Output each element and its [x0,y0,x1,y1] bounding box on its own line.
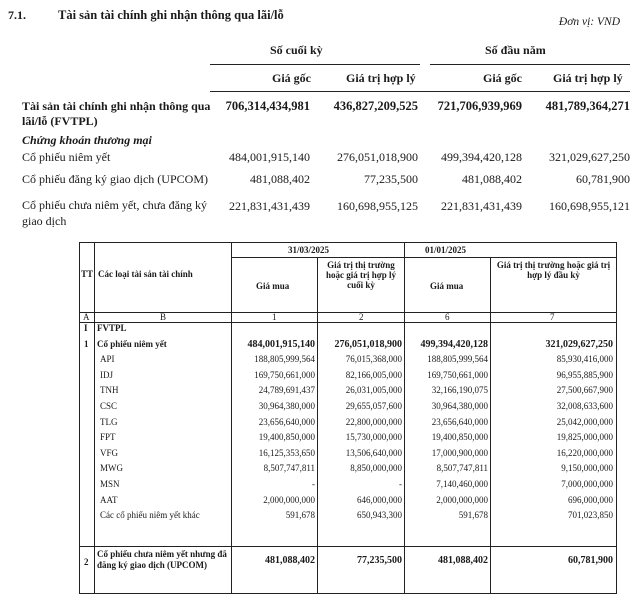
row-value-1: 481,088,402 [265,555,315,566]
row-value-1: 23,656,640,000 [258,416,315,427]
row-value-3: 2,000,000,000 [436,494,488,505]
header-asset-type: Các loại tài sản tài chính [98,269,193,279]
row-value-2: 13,506,640,000 [345,447,402,458]
row-value-1: 16,125,353,650 [258,447,315,458]
row-unlisted-label: Cổ phiếu chưa niêm yết, chưa đăng ký giao dịch [22,198,207,228]
row-value-3: 188,805,999,564 [427,354,488,365]
row-value-3: 591,678 [458,510,488,521]
row-value-2: 76,015,368,000 [345,354,402,365]
row-value-4: 7,000,000,000 [561,479,613,489]
row-name: IDJ [100,369,113,380]
date-start-header: 01/01/2025 [425,245,467,255]
row-upcom-v1: 481,088,402 [250,172,310,186]
row-value-1: 2,000,000,000 [263,494,315,505]
row-value-1: 169,750,661,000 [254,369,315,380]
section-title: Tài sản tài chính ghi nhận thông qua lãi/lỗ [58,8,284,22]
row-unlisted-v3: 221,831,431,439 [441,199,522,213]
row-name: Các cổ phiếu niêm yết khác [100,510,200,521]
header-market-start: Giá trị thị trường hoặc giá trị hợp lý đầu kỳ [496,260,611,280]
row-fvtpl-v2: 436,827,209,525 [333,99,418,113]
row-tt: 2 [84,557,89,567]
col-fair-start: Giá trị hợp lý [553,71,623,85]
group-end-header: Số cuối kỳ [270,43,323,57]
header-market-end: Giá trị thị trường hoặc giá trị hợp lý cuối kỳ [326,260,396,290]
row-name: MSN [100,479,120,489]
row-value-3: 499,394,420,128 [420,338,488,350]
row-value-3: 30,964,380,000 [431,401,488,411]
row-value-1: 188,805,999,564 [254,354,315,365]
row-name: TNH [100,385,119,396]
row-tt: I [84,323,88,333]
idx-1: 1 [272,312,277,322]
section-number: 7.1. [8,8,26,22]
row-name: VFG [100,447,119,458]
row-fvtpl-v3: 721,706,939,969 [437,99,522,113]
row-value-3: 23,656,640,000 [431,416,488,427]
detail-table [79,242,617,594]
row-upcom-label: Cổ phiếu đăng ký giao dịch (UPCOM) [22,172,208,186]
row-listed-v1: 484,001,915,140 [229,150,310,164]
row-value-3: 32,166,190,075 [431,385,488,396]
idx-a: A [83,312,90,322]
header-buy-end: Giá mua [256,281,290,291]
row-tt: 1 [84,338,89,349]
row-value-2: 650,943,300 [357,510,402,521]
col-fair-end: Giá trị hợp lý [346,71,416,85]
row-value-3: 169,750,661,000 [427,369,488,380]
row-unlisted-v1: 221,831,431,439 [229,199,310,213]
group-start-header: Số đầu năm [485,43,546,57]
row-value-4: 696,000,000 [568,494,613,505]
row-name: Cổ phiếu chưa niêm yết nhưng đã đăng ký giao dịch (UPCOM) [97,549,227,570]
idx-6: 6 [445,312,450,322]
row-value-1: - [312,479,315,489]
row-listed-label: Cổ phiếu niêm yết [22,150,111,164]
row-value-2: 646,000,000 [357,494,402,505]
idx-b: B [160,312,167,322]
row-value-2: 77,235,500 [357,555,402,566]
row-upcom-v4: 60,781,900 [576,172,630,186]
unit-label: Đơn vị: VND [558,16,620,28]
row-upcom-v2: 77,235,500 [364,172,418,186]
header-tt: TT [81,269,94,279]
row-value-4: 96,955,885,900 [556,369,613,380]
row-value-2: 22,800,000,000 [345,416,402,427]
row-listed-v3: 499,394,420,128 [441,150,522,164]
row-unlisted-v4: 160,698,955,121 [549,199,630,213]
col-cost-start: Giá gốc [483,71,522,85]
row-value-3: 17,000,900,000 [431,447,488,458]
row-value-2: 15,730,000,000 [345,432,402,443]
row-name: Cổ phiếu niêm yết [97,338,167,349]
row-name: FVTPL [97,323,127,333]
row-listed-v2: 276,051,018,900 [337,150,418,164]
row-name: TLG [100,416,118,427]
row-value-3: 19,400,850,000 [431,432,488,443]
row-value-2: 276,051,018,900 [334,338,402,350]
row-value-3: 7,140,460,000 [436,479,488,489]
row-value-4: 701,023,850 [568,510,613,521]
row-upcom-v3: 481,088,402 [462,172,522,186]
row-value-2: 26,031,005,000 [345,385,402,396]
row-value-4: 19,825,000,000 [556,432,613,443]
row-value-1: 19,400,850,000 [258,432,315,443]
row-value-1: 484,001,915,140 [247,338,315,350]
row-value-4: 16,220,000,000 [556,447,613,458]
row-value-3: 8,507,747,811 [436,463,488,474]
row-value-4: 321,029,627,250 [545,338,613,350]
row-trading-label: Chứng khoán thương mại [22,133,152,147]
idx-2: 2 [359,312,364,322]
row-value-2: 82,166,005,000 [345,369,402,380]
row-value-4: 85,930,416,000 [556,354,613,365]
date-end-header: 31/03/2025 [288,245,330,255]
row-value-3: 481,088,402 [438,555,488,566]
row-unlisted-v2: 160,698,955,125 [337,199,418,213]
idx-7: 7 [550,312,555,322]
row-name: FPT [100,432,116,443]
row-name: MWG [100,463,123,474]
header-buy-start: Giá mua [430,281,464,291]
row-value-1: 24,789,691,437 [258,385,315,396]
col-cost-end: Giá gốc [272,71,311,85]
row-value-4: 25,042,000,000 [556,416,613,427]
row-value-4: 27,500,667,900 [556,385,613,396]
row-name: API [100,354,115,365]
row-value-2: 29,655,057,600 [345,401,402,411]
row-value-2: 8,850,000,000 [350,463,402,474]
row-value-4: 9,150,000,000 [561,463,613,474]
row-listed-v4: 321,029,627,250 [549,150,630,164]
row-value-2: - [399,479,402,489]
row-fvtpl-label: Tài sản tài chính ghi nhận thông qua lãi/lỗ (FVTPL) [22,99,211,128]
row-value-1: 30,964,380,000 [258,401,315,411]
row-fvtpl-v1: 706,314,434,981 [225,99,310,113]
row-name: CSC [100,401,118,411]
row-name: AAT [100,494,118,505]
row-value-1: 8,507,747,811 [263,463,315,474]
row-value-1: 591,678 [285,510,315,521]
row-value-4: 32,008,633,600 [556,401,613,411]
row-fvtpl-v4: 481,789,364,271 [545,99,630,113]
row-value-4: 60,781,900 [568,555,613,566]
